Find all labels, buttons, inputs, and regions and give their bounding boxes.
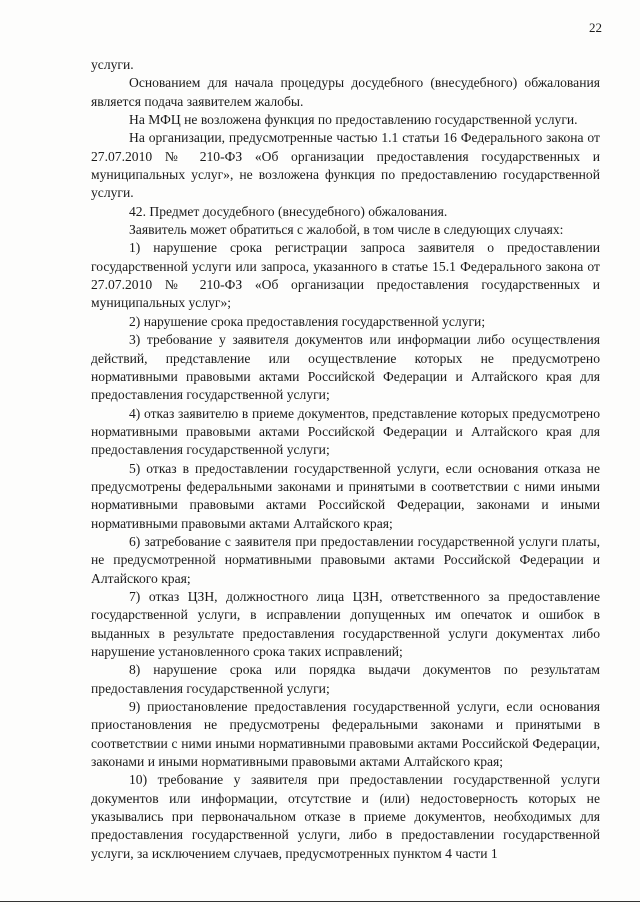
- scan-edge-line: [0, 901, 640, 902]
- list-item-7: 7) отказ ЦЗН, должностного лица ЦЗН, ответственного за предоставление государственной услуги, в исправлении допущенных им опечаток и ошибок в выданных в результате предоставления государственной услуги документах либо нарушение установленного срока таких исправлений;: [91, 588, 600, 659]
- paragraph-appeal-basis: Основанием для начала процедуры досудебного (внесудебного) обжалования является подача заявителем жалобы.: [91, 75, 600, 109]
- paragraph-organizations: На организации, предусмотренные частью 1.1 статьи 16 Федерального закона от 27.07.2010 № 210-ФЗ «Об организации предоставления государственных и муниципальных услуг», не возложена функция по предоставлению государственной услуги.: [91, 130, 600, 201]
- section-heading-42: 42. Предмет досудебного (внесудебного) обжалования.: [129, 203, 448, 219]
- paragraph-complaint-cases: Заявитель может обратиться с жалобой, в том числе в следующих случаях:: [129, 222, 564, 238]
- body-text: [91, 56, 600, 863]
- list-item-3: 3) требование у заявителя документов или информации либо осуществления действий, представление или осуществление которых не предусмотрено нормативными правовыми актами Российской Федерации и Алтайского края для предоставления государственной услуги;: [91, 332, 600, 403]
- paragraph-continuation: услуги.: [91, 57, 134, 72]
- list-item-2: 2) нарушение срока предоставления государственной услуги;: [129, 313, 486, 329]
- list-item-1: 1) нарушение срока регистрации запроса заявителя о предоставлении государственной услуги или запроса, указанного в статье 15.1 Федерального закона от 27.07.2010 № 210-ФЗ «Об организации предоставления государственных и муниципальных услуг»;: [91, 240, 600, 311]
- list-item-6: 6) затребование с заявителя при предоставлении государственной услуги платы, не предусмотренной нормативными правовыми актами Российской Федерации и Алтайского края;: [91, 533, 600, 586]
- list-item-8: 8) нарушение срока или порядка выдачи документов по результатам предоставления государственной услуги;: [91, 662, 600, 696]
- list-item-10: 10) требование у заявителя при предоставлении государственной услуги документов или информации, отсутствие и (или) недостоверность которых не указывались при первоначальном отказе в приеме документов, необходимых для предоставления государственной услуги, либо в предоставлении государственной услуги, за исключением случаев, предусмотренных пунктом 4 части 1: [91, 772, 600, 861]
- list-item-5: 5) отказ в предоставлении государственной услуги, если основания отказа не предусмотрены федеральными законами и принятыми в соответствии с ними иными нормативными правовыми актами Российской Федерации, законами и иными нормативными правовыми актами Алтайского края;: [91, 460, 600, 531]
- list-item-4: 4) отказ заявителю в приеме документов, представление которых предусмотрено нормативными правовыми актами Российской Федерации и Алтайского края для предоставления государственной услуги;: [91, 405, 600, 458]
- paragraph-mfc: На МФЦ не возложена функция по предоставлению государственной услуги.: [129, 112, 578, 128]
- list-item-9: 9) приостановление предоставления государственной услуги, если основания приостановления не предусмотрены федеральными законами и принятыми в соответствии с ними иными нормативными правовыми актами Российской Федерации, законами и иными нормативными правовыми актами Алтайского края;: [91, 699, 600, 770]
- page-number: 22: [589, 20, 602, 35]
